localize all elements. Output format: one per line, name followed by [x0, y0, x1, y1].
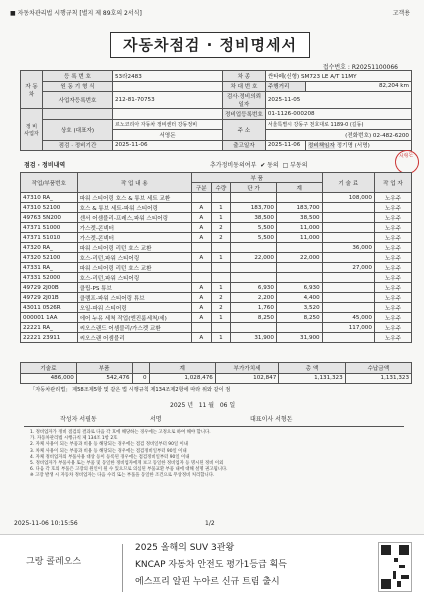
cell-qty: 1 — [211, 203, 231, 213]
note-line: 3. 차체 사용이 되는 부품과 비용 등 해당되는 경우에는 점검정비일부터 90일 이내 — [30, 448, 187, 454]
cell-labor — [322, 293, 374, 303]
col-worker: 작 업 자 — [374, 173, 411, 193]
cell-qty: 1 — [211, 283, 231, 293]
cell-unit: 31,900 — [231, 333, 277, 343]
cell-worker: 노우주 — [374, 223, 411, 233]
cell-desc: 클램프-파워 스티어링 튜브 — [77, 293, 191, 303]
note-line: ※ 고장 발생 시 자동차 정비업자는 다음 수리 또는 부품을 동일한 조건으로 무상정비 처리합니다. — [30, 473, 215, 479]
note-line: 2. 자체 사용이 되는 부품과 비용 등 해당되는 경우에는 점검 정비일부터 90일 이내 — [30, 442, 189, 448]
cell-amount: 31,900 — [276, 333, 322, 343]
cell-qty — [211, 263, 231, 273]
cell-code: 47310 RA_ — [21, 193, 78, 203]
note-line: 6. 다음 각 호의 부품은 고장의 원인이 될 수 있으므로 의심된 부품교환 부품 내에 대해 설명 권고됩니다. — [30, 467, 228, 473]
col-code: 작업/부품번호 — [21, 173, 78, 193]
cell-unit — [231, 243, 277, 253]
note-line: 5. 정비업자가 부품사용 또는 부품 및 동일한 정비업자에게 보고 동일한 정비업자 등 명시된 정비 이외 — [30, 461, 224, 467]
cell-desc: 파워 스티어링 호스 & 튜브 세트 교환 — [77, 193, 191, 203]
mileage-label: 주행거리 — [265, 81, 305, 92]
cell-worker: 노우주 — [374, 233, 411, 243]
document-title: 자동차점검 · 정비명세서 — [110, 32, 310, 58]
col-amount: 계 — [276, 183, 322, 193]
table-row — [21, 313, 412, 323]
totals-value: 102,847 — [215, 373, 278, 384]
cell-code: 49763 5N200 — [21, 213, 78, 223]
bizno-label: 사업자등록번호 — [43, 92, 113, 109]
divider — [24, 426, 404, 427]
table-row — [21, 303, 412, 313]
cell-type: A — [191, 203, 211, 213]
cell-labor — [322, 233, 374, 243]
cell-unit: 1,760 — [231, 303, 277, 313]
cell-code: 49729 2J01B — [21, 293, 78, 303]
table-row — [21, 253, 412, 263]
cell-desc: 씨오스랜 어셈블리 — [77, 333, 191, 343]
cell-labor — [322, 253, 374, 263]
note-line: 4. 자체 정비업자의 부품사용 대상 등이 등록된 경우에는 점검정비일부터 90일 이내 — [30, 454, 190, 460]
cell-desc: 호스 & 튜브 세트-파워 스티어링 — [77, 203, 191, 213]
company-seal: 서형돈 — [393, 148, 420, 175]
info-table — [20, 70, 412, 151]
cell-unit — [231, 193, 277, 203]
cell-amount: 11,000 — [276, 233, 322, 243]
ad-banner[interactable] — [0, 536, 424, 600]
cell-amount: 6,930 — [276, 283, 322, 293]
table-row — [21, 263, 412, 273]
cell-type: A — [191, 333, 211, 343]
totals-value: 542,476 — [76, 373, 132, 384]
totals-header: 계 — [149, 363, 215, 374]
cell-labor — [322, 283, 374, 293]
release-label: 출고일자 — [223, 140, 266, 151]
model-label: 차 종 — [223, 71, 266, 82]
cell-desc: 호스-리턴,파워 스티어링 — [77, 253, 191, 263]
year-value — [113, 81, 223, 92]
cell-code: 22221 RA_ — [21, 323, 78, 333]
cell-type — [191, 263, 211, 273]
cell-code: 49729 2J00B — [21, 283, 78, 293]
cell-code: 47371 51010 — [21, 233, 78, 243]
cell-type: A — [191, 283, 211, 293]
cell-labor: 36,000 — [322, 243, 374, 253]
cell-unit: 5,500 — [231, 233, 277, 243]
table-row — [21, 333, 412, 343]
cell-labor — [322, 273, 374, 283]
period: 2025-11-06 — [113, 140, 223, 151]
cell-type: A — [191, 223, 211, 233]
cell-worker: 노우주 — [374, 283, 411, 293]
shop-regno-blank — [113, 109, 223, 120]
cell-amount: 183,700 — [276, 203, 322, 213]
table-row — [21, 323, 412, 333]
col-labor: 기 술 료 — [322, 173, 374, 193]
parts-body — [21, 193, 412, 343]
shop-addr: 서울특별시 강동구 천호대로 1189-0 (길동) — [265, 119, 411, 130]
cell-worker: 노우주 — [374, 203, 411, 213]
cell-type — [191, 273, 211, 283]
cell-code: 22221 23911 — [21, 333, 78, 343]
writer-sign: 서명 — [150, 416, 162, 423]
table-row — [21, 283, 412, 293]
cell-qty — [211, 243, 231, 253]
shop-name: 르노코리아 자동차 정비센터 강동정비 — [113, 119, 223, 130]
table-row — [21, 293, 412, 303]
cell-unit: 2,200 — [231, 293, 277, 303]
vehicle-section-label: 자 동 차 — [21, 71, 43, 109]
extra-work-consent: 추가정비동의여부 ✔ 동의 □ 부동의 — [210, 162, 308, 169]
cell-qty: 2 — [211, 233, 231, 243]
cell-labor — [322, 223, 374, 233]
cell-code: 47310 52100 — [21, 203, 78, 213]
cell-qty — [211, 193, 231, 203]
period-label: 점검 · 정비기간 — [43, 140, 113, 151]
cell-qty — [211, 323, 231, 333]
cell-desc: 파워 스티어링 리턴 호스 교환 — [77, 243, 191, 253]
cell-desc: 에어 누유 세척 작업(엔진룸세척/세) — [77, 313, 191, 323]
cell-unit: 38,500 — [231, 213, 277, 223]
table-row — [21, 193, 412, 203]
cell-labor — [322, 333, 374, 343]
year-label: 원 동 기 형 식 — [43, 81, 113, 92]
cell-type: A — [191, 213, 211, 223]
ad-separator — [122, 544, 123, 592]
qr-code-icon[interactable] — [378, 542, 412, 592]
cell-desc: 클립-PS 튜브 — [77, 283, 191, 293]
shop-regno-label — [43, 109, 113, 120]
cell-unit — [231, 323, 277, 333]
ad-line-1: 2025 올해의 SUV 3관왕 — [135, 543, 235, 553]
cell-unit: 183,700 — [231, 203, 277, 213]
model: 싼타페(신형) SM723 LE A/T 11MY — [265, 71, 411, 82]
totals-header: 총 액 — [279, 363, 345, 374]
cell-unit: 8,250 — [231, 313, 277, 323]
mechanic: 정비책임자 정기명 (서명) — [305, 140, 411, 151]
table-row — [21, 233, 412, 243]
table-row — [21, 243, 412, 253]
cell-type: A — [191, 233, 211, 243]
totals-header — [132, 363, 149, 374]
vin-label: 차 대 번 호 — [223, 81, 266, 92]
copy-label: 고객용 — [392, 10, 410, 17]
law-note: 「자동차관리법」 제58조제5항 및 같은 법 시행규칙 제134조제2항에 따라 위와 같이 점 — [30, 387, 231, 393]
cell-desc: 호스-리턴,파워 스티어링 — [77, 273, 191, 283]
table-row — [21, 273, 412, 283]
cell-worker: 노우주 — [374, 333, 411, 343]
totals-table — [20, 362, 412, 384]
note-line: 가. 자동차관리법 시행규칙 제 134조 1항 2호 — [30, 436, 118, 442]
cell-desc: 씨오스랜드 어셈블리/가스켓 교환 — [77, 323, 191, 333]
cell-qty: 2 — [211, 303, 231, 313]
cell-type: A — [191, 253, 211, 263]
cell-amount — [276, 243, 322, 253]
cell-type — [191, 193, 211, 203]
ceo-label: 대표이사 서형돈 — [250, 416, 293, 423]
cell-amount — [276, 273, 322, 283]
cell-amount — [276, 323, 322, 333]
table-row — [21, 223, 412, 233]
totals-value-row — [21, 373, 412, 384]
cell-code: 000001 1AA — [21, 313, 78, 323]
cell-worker: 노우주 — [374, 273, 411, 283]
note-line: 1. 정비업자가 정비 점검의 결과로 다음 각 호에 해당하는 경우에는 고정으로 하여 해야 합니다. — [30, 430, 211, 435]
totals-header: 수납금액 — [345, 363, 411, 374]
addr-label: 주 소 — [223, 119, 266, 140]
cell-unit — [231, 273, 277, 283]
cell-labor — [322, 213, 374, 223]
reg-no: 53라2483 — [113, 71, 223, 82]
form-reference: ■ 자동차관리법 시행규칙 [별지 제 89호의 2서식] — [10, 10, 142, 17]
cell-unit: 6,930 — [231, 283, 277, 293]
cell-qty: 1 — [211, 313, 231, 323]
cell-amount: 11,000 — [276, 223, 322, 233]
ad-brand: 그랑 콜레오스 — [26, 557, 82, 567]
totals-header: 부품 — [76, 363, 132, 374]
parts-table — [20, 172, 412, 343]
cell-worker: 노우주 — [374, 323, 411, 333]
writer-label: 작성자 서필동 — [60, 416, 97, 423]
totals-value: 1,131,323 — [345, 373, 411, 384]
cell-amount: 38,500 — [276, 213, 322, 223]
cell-worker: 노우주 — [374, 313, 411, 323]
totals-header: 부가가치세 — [215, 363, 278, 374]
shop-name-label: 상호 (대표자) — [43, 119, 113, 140]
shop-section-label: 정 비 사업자 — [21, 109, 43, 151]
cell-worker: 노우주 — [374, 193, 411, 203]
totals-value: 0 — [132, 373, 149, 384]
shop-tel: (전화번호) 02-482-6200 — [265, 130, 411, 141]
cell-amount: 22,000 — [276, 253, 322, 263]
reg-no-label: 등 록 번 호 — [43, 71, 113, 82]
cell-code: 47331 RA_ — [21, 263, 78, 273]
totals-value: 1,028,476 — [149, 373, 215, 384]
cell-code: 47320 RA_ — [21, 243, 78, 253]
totals-value: 486,000 — [21, 373, 77, 384]
cell-qty: 1 — [211, 213, 231, 223]
bizno: 212-81-70753 — [113, 92, 223, 109]
cell-worker: 노우주 — [374, 243, 411, 253]
col-parts: 부 품 — [191, 173, 322, 183]
approval-label: 검사·정비의뢰일자 — [223, 92, 266, 109]
regno-label: 정비업등록번호 — [223, 109, 266, 120]
col-desc: 작 업 내 용 — [77, 173, 191, 193]
totals-header: 기술료 — [21, 363, 77, 374]
cell-amount: 4,400 — [276, 293, 322, 303]
cell-qty: 2 — [211, 223, 231, 233]
cell-labor: 108,000 — [322, 193, 374, 203]
totals-value: 1,131,323 — [279, 373, 345, 384]
cell-desc: 가스켓-콘넥터 — [77, 233, 191, 243]
cell-type: A — [191, 303, 211, 313]
col-qty: 수량 — [211, 183, 231, 193]
cell-desc: 오일-파워 스티어링 — [77, 303, 191, 313]
cell-unit: 22,000 — [231, 253, 277, 263]
cell-code: 47371 51000 — [21, 223, 78, 233]
cell-desc: 파워 스티어링 리턴 호스 교환 — [77, 263, 191, 273]
cell-unit — [231, 263, 277, 273]
cell-amount — [276, 263, 322, 273]
col-unit: 단 가 — [231, 183, 277, 193]
cell-code: 47331 52000 — [21, 273, 78, 283]
ad-line-2: KNCAP 자동차 안전도 평가1등급 획득 — [135, 560, 288, 570]
mileage: 82,204 km — [305, 81, 411, 92]
regno: 01-1126-000208 — [265, 109, 411, 120]
cell-unit: 5,500 — [231, 223, 277, 233]
cell-labor: 45,000 — [322, 313, 374, 323]
cell-code: 43011 0526R — [21, 303, 78, 313]
cell-desc: 가스켓-콘넥터 — [77, 223, 191, 233]
cell-labor: 117,000 — [322, 323, 374, 333]
totals-header-row — [21, 363, 412, 374]
cell-labor: 27,000 — [322, 263, 374, 273]
cell-amount: 3,520 — [276, 303, 322, 313]
cell-worker: 노우주 — [374, 263, 411, 273]
approval-date: 2025-11-05 — [265, 92, 411, 109]
cell-amount — [276, 193, 322, 203]
cell-type — [191, 323, 211, 333]
ad-line-3: 에스프리 알핀 누아르 신규 트림 출시 — [135, 577, 280, 587]
cell-qty: 1 — [211, 333, 231, 343]
print-timestamp: 2025-11-06 10:15:56 — [14, 520, 78, 527]
cell-worker: 노우주 — [374, 213, 411, 223]
cell-worker: 노우주 — [374, 293, 411, 303]
table-row — [21, 203, 412, 213]
cell-type — [191, 243, 211, 253]
work-label: 점검 · 정비내역 — [24, 162, 66, 169]
cell-worker: 노우주 — [374, 303, 411, 313]
cell-qty: 1 — [211, 253, 231, 263]
cell-amount: 8,250 — [276, 313, 322, 323]
table-row — [21, 213, 412, 223]
col-type: 구분 — [191, 183, 211, 193]
cell-worker: 노우주 — [374, 253, 411, 263]
release-date: 2025-11-06 — [265, 140, 305, 151]
receipt-number: 접수번호 : R20251100066 — [322, 64, 398, 71]
notes-block — [30, 430, 400, 480]
cell-code: 47320 52100 — [21, 253, 78, 263]
shop-rep: 서영돈 — [113, 130, 223, 141]
issue-date: 2025 년 11 월 06 일 — [170, 402, 236, 409]
cell-qty: 2 — [211, 293, 231, 303]
cell-type: A — [191, 293, 211, 303]
page-number: 1/2 — [205, 520, 215, 527]
cell-labor — [322, 203, 374, 213]
cell-qty — [211, 273, 231, 283]
cell-desc: 센서 어셈블리-프레스,파워 스티어링 — [77, 213, 191, 223]
cell-labor — [322, 303, 374, 313]
cell-type: A — [191, 313, 211, 323]
